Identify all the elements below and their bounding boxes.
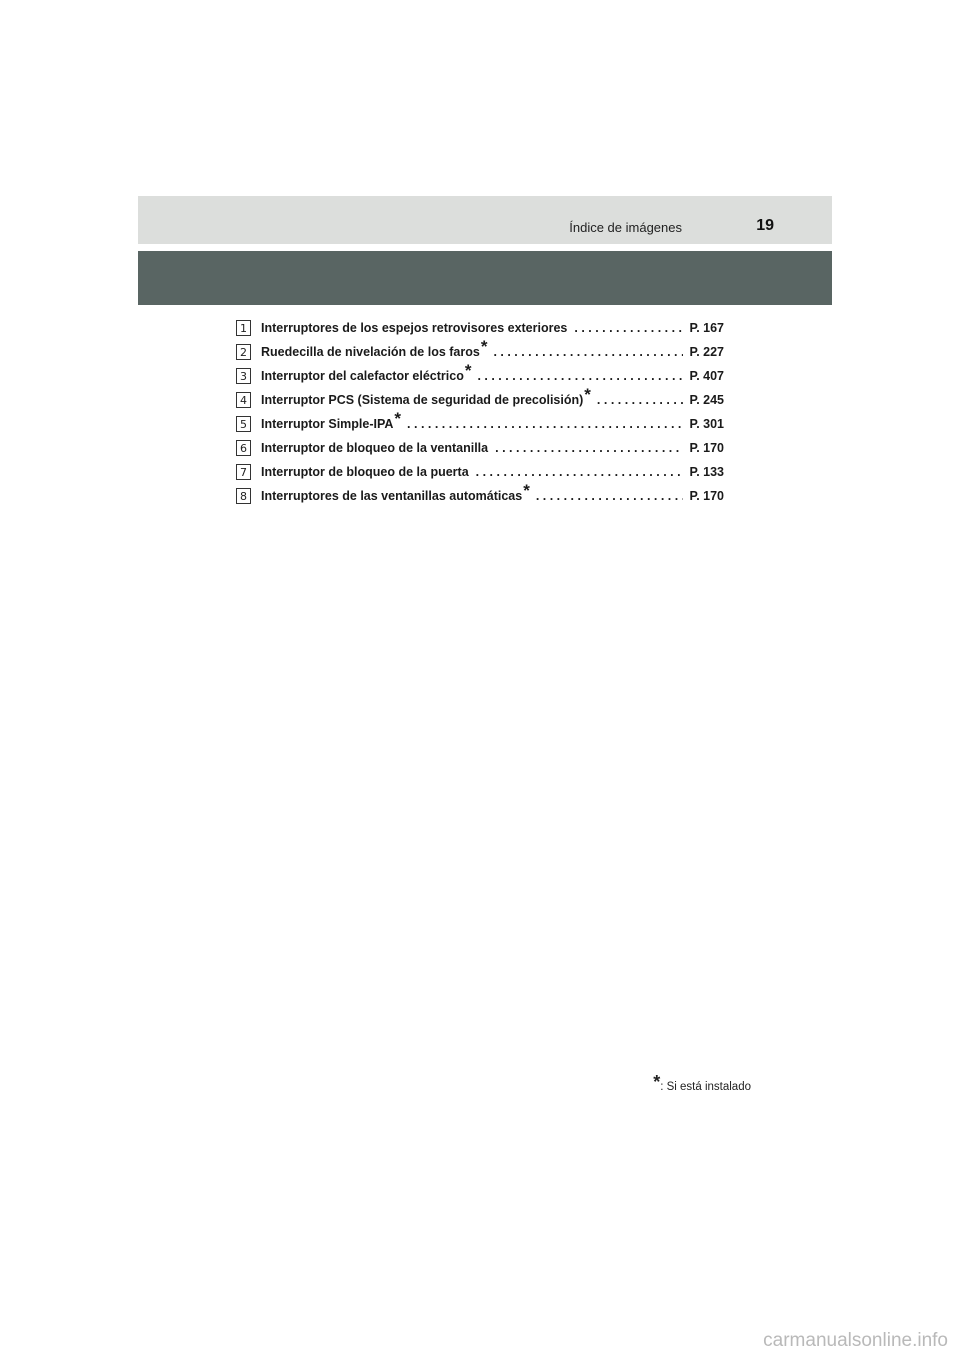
page-reference[interactable]: P. 407 (689, 369, 724, 383)
page-reference[interactable]: P. 170 (689, 441, 724, 455)
index-item-5[interactable] (236, 409, 724, 436)
item-number: 6 (236, 440, 251, 456)
footnote-star: * (464, 361, 472, 380)
item-label: Interruptores de las ventanillas automáticas* (261, 481, 530, 503)
index-item-1[interactable] (236, 316, 724, 340)
index-list (236, 316, 724, 508)
footnote-star: * (394, 409, 402, 428)
dot-leader (536, 489, 684, 503)
item-number: 5 (236, 416, 251, 432)
item-label: Interruptor del calefactor eléctrico* (261, 361, 472, 383)
item-label: Ruedecilla de nivelación de los faros* (261, 337, 488, 359)
item-label: Interruptor PCS (Sistema de seguridad de precolisión)* (261, 385, 591, 407)
section-banner (138, 251, 832, 305)
footnote-star: * (523, 481, 530, 500)
index-item-4[interactable] (236, 385, 724, 412)
section-title: Índice de imágenes (569, 220, 682, 235)
dot-leader (493, 345, 683, 359)
item-number: 3 (236, 368, 251, 384)
item-number: 2 (236, 344, 251, 360)
item-label: Interruptor de bloqueo de la ventanilla (261, 441, 489, 455)
footnote-star: * (584, 385, 591, 404)
page-reference[interactable]: P. 167 (689, 321, 724, 335)
dot-leader (597, 393, 684, 407)
item-number: 1 (236, 320, 251, 336)
footnote-text: : Si está instalado (660, 1081, 751, 1093)
dot-leader (407, 417, 683, 431)
watermark: carmanualsonline.info (763, 1330, 948, 1351)
item-number: 7 (236, 464, 251, 480)
item-label: Interruptor de bloqueo de la puerta (261, 465, 469, 479)
footnote-star: * (480, 337, 488, 356)
dot-leader (495, 441, 683, 455)
item-label: Interruptores de los espejos retrovisores exteriores (261, 321, 568, 335)
page-reference[interactable]: P. 245 (689, 393, 724, 407)
page-number: 19 (756, 217, 774, 234)
footnote (653, 1072, 751, 1093)
page-reference[interactable]: P. 301 (689, 417, 724, 431)
page-reference[interactable]: P. 227 (689, 345, 724, 359)
index-item-6[interactable] (236, 436, 724, 460)
footnote-star: * (653, 1072, 661, 1092)
page-header (138, 196, 832, 244)
item-number: 4 (236, 392, 251, 408)
index-item-7[interactable] (236, 460, 724, 484)
dot-leader (477, 369, 683, 383)
page-reference[interactable]: P. 170 (689, 489, 724, 503)
index-item-2[interactable] (236, 337, 724, 364)
item-label: Interruptor Simple-IPA* (261, 409, 402, 431)
item-number: 8 (236, 488, 251, 504)
page-reference[interactable]: P. 133 (689, 465, 724, 479)
index-item-3[interactable] (236, 361, 724, 388)
dot-leader (476, 465, 684, 479)
index-item-8[interactable] (236, 481, 724, 508)
dot-leader (574, 321, 683, 335)
